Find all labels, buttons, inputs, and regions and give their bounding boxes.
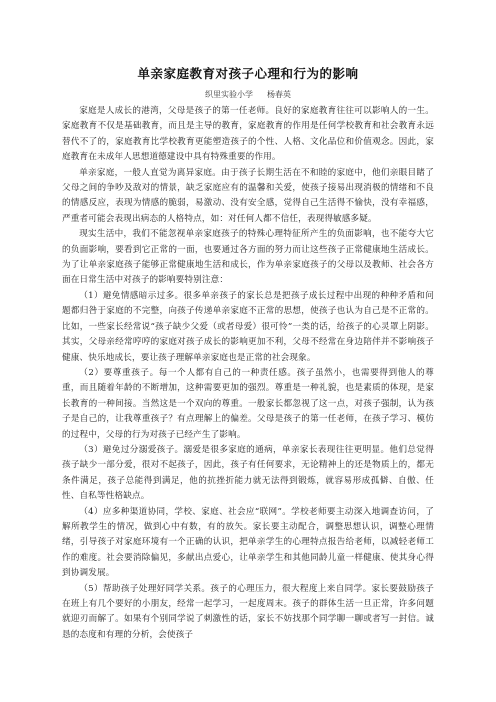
paragraph-3: 现实生活中，我们不能忽视单亲家庭孩子的特殊心理特征所产生的负面影响，也不能夸大它的负面影响，要看到它正常的一面，也要通过各方面的努力而让这些孩子正常健康地生活成长。为了让单亲家庭孩子能够正常健康地生活和成长，作为单亲家庭孩子的父母以及教师、社会各方面在日常生活中对孩子的影响要特别注意： <box>62 229 434 286</box>
paragraph-2: 单亲家庭，一般人直觉为离异家庭。由于孩子长期生活在不和睦的家庭中，他们亲眼目睹了父母之间的争吵及敌对的情景，缺乏家庭应有的温馨和关爱，使孩子接易出现消极的情绪和不良的情感反应，表现为情感的脆弱，易激动、没有安全感，觉得自己生活得不愉快，没有幸福感，严重者可能会表现出病态的人格特点，如：对任何人都不信任，表现得敏感多疑。 <box>62 167 434 224</box>
paragraph-5: （2）要尊重孩子。每一个人都有自己的一种责任感。孩子虽然小，也需要得到他人的尊重，而且随着年龄的不断增加，这种需要更加的强烈。尊重是一种礼貌，也是素质的体现，是家长教育的一种间接。当然这是一个双向的尊重。一般家长都忽视了这一点，对孩子强制，认为孩子是自己的，让我尊重孩子？有点理解上的偏差。父母是孩子的第一任老师，在孩子学习、模仿的过程中，父母的行为对孩子已经产生了影响。 <box>62 367 434 440</box>
school-name: 织里实验小学 <box>205 90 253 99</box>
paragraph-7: （4）应多种渠道协同，学校、家庭、社会应“联网”。学校老师要主动深入地调查访问，了解所教学生的情况，做到心中有数，有的放矢。家长要主动配合，调整思想认识，调整心理情绪，引导孩子对家庭环境有一个正确的认识，把单亲学生的心理特点报告给老师，以减轻老师工作的难度。社会要消除偏见，多献出点爱心，让单亲学生和其他同龄儿童一样健康、使其身心得到协调发展。 <box>62 506 434 579</box>
paragraph-6: （3）避免过分溺爱孩子。溺爱是很多家庭的通病，单亲家长表现往往更明显。他们总觉得孩子缺少一部分爱，很对不起孩子，因此，孩子有任何要求，无论精神上的还是物质上的，都无条件满足，孩子总能得到满足，他的抗挫折能力就无法得到锻炼，就容易形成孤僻、自傲、任性、自私等性格缺点。 <box>62 444 434 502</box>
article-title: 单亲家庭教育对孩子心理和行为的影响 <box>137 66 359 81</box>
byline <box>62 89 434 101</box>
author-name: 杨春英 <box>267 90 291 99</box>
paragraph-8: （5）帮助孩子处理好同学关系。孩子的心理压力，很大程度上来自同学。家长要鼓励孩子在班上有几个要好的小朋友，经常一起学习，一起度周末。孩子的群体生活一旦正常，许多问题就迎刃而解了。如果有个别同学说了刺激性的话，家长不妨找那个同学聊一聊或者写一封信。诚恳的态度和有理的分析，会使孩子 <box>62 583 434 640</box>
paragraph-4: （1）避免情感暗示过多。很多单亲孩子的家长总是把孩子成长过程中出现的种种矛盾和问题都归咎于家庭的不完整，向孩子传递单亲家庭不正常的思想，使孩子也认为自己是不正常的。比如，一些家长经常说“孩子缺少父爱（或者母爱）很可怜”一类的话，给孩子的心灵罩上阴影。其实，父母亲经常哼哼的家庭对孩子成长的影响更加不利，父母不经常在身边陪伴并不影响孩子健康、快乐地成长，要让孩子理解单亲家庭也是正常的社会现象。 <box>62 290 434 363</box>
paragraph-1: 家庭是人成长的港湾，父母是孩子的第一任老师。良好的家庭教育往往可以影响人的一生。家庭教育不仅是基础教育，而且是主导的教育，家庭教育的作用是任何学校教育和社会教育永远替代不了的，家庭教育比学校教育更能塑造孩子的个性、人格、文化品位和价值观念。因此，家庭教育在未成年人思想道德建设中具有特殊重要的作用。 <box>62 106 434 163</box>
